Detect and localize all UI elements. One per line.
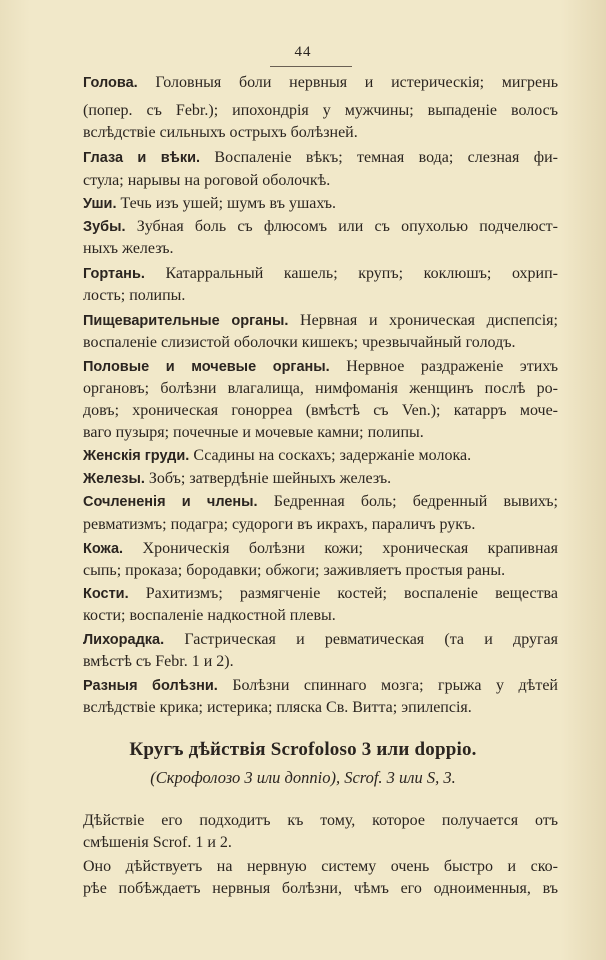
entry-joints-line-1: Сочлененія и члены. Бедренная боль; бедренный вывихъ; [83, 493, 558, 510]
entry-ears-line-1: Уши. Течь изъ ушей; шумъ въ ушахъ. [83, 195, 337, 212]
paragraph-2-line-2: рѣе побѣждаетъ нервныя болѣзни, чѣмъ его одноименныя, въ [83, 880, 558, 897]
entry-teeth-line-2: ныхъ железъ. [83, 240, 174, 257]
paragraph-2-line-1: Оно дѣйствуетъ на нервную систему очень быстро и ско- [83, 858, 558, 875]
entry-digestive-line-2: воспаленіе слизистой оболочки кишекъ; чрезвычайный голодъ. [83, 334, 516, 351]
entry-fever-line-1: Лихорадка. Гастрическая и ревматическая (та и другая [83, 631, 559, 648]
entry-head-line-1: Голова. Головныя боли нервныя и истерическія; мигрень [83, 74, 559, 91]
entry-teeth-line-1: Зубы. Зубная боль съ флюсомъ или съ опухолью подчелюст- [83, 218, 558, 235]
entry-skin-line-1: Кожа. Хроническія болѣзни кожи; хроническая крапивная [83, 540, 559, 557]
entry-skin-line-2: сыпь; проказа; бородавки; обжоги; заживляетъ простыя раны. [83, 562, 506, 579]
entry-larynx-line-1: Гортань. Катарральный кашель; крупъ; коклюшъ; охрип- [83, 265, 558, 282]
entry-eyes-line-2: стула; нарывы на роговой оболочкѣ. [83, 172, 331, 189]
page-number-rule [270, 66, 352, 67]
entry-bones-line-1: Кости. Рахитизмъ; размягченіе костей; воспаленіе вещества [83, 585, 558, 602]
entry-eyes-line-1: Глаза и вѣки. Воспаленіе вѣкъ; темная вода; слезная фи- [83, 149, 558, 166]
entry-bones-line-2: кости; воспаленіе надкостной плевы. [83, 607, 336, 624]
page-number: 44 [294, 44, 312, 60]
paragraph-1-line-1: Дѣйствіе его подходитъ къ тому, которое получается отъ [83, 812, 558, 829]
entry-misc-line-2: вслѣдствіе крика; истерика; пляска Св. Витта; эпилепсія. [83, 699, 472, 716]
entry-misc-line-1: Разныя болѣзни. Болѣзни спиннаго мозга; грыжа у дѣтей [83, 677, 558, 694]
entry-genital-line-4: ваго пузыря; почечные и мочевые камни; полипы. [83, 424, 424, 441]
section-subtitle: (Скрофолозо 3 или доппіо), Scrof. 3 или S, 3. [150, 768, 456, 787]
section-title: Кругъ дѣйствія Scrofoloso 3 или doppio. [129, 739, 477, 760]
entry-genital-line-2: органовъ; болѣзни влагалища, нимфоманія женщинъ послѣ ро- [83, 380, 558, 397]
entry-fever-line-2: вмѣстѣ съ Febr. 1 и 2). [83, 653, 234, 670]
entry-breasts-line-1: Женскія груди. Ссадины на соскахъ; задержаніе молока. [83, 447, 472, 464]
entry-genital-line-3: довъ; хроническая гонорреа (вмѣстѣ съ Ven.); катарръ моче- [83, 402, 558, 419]
entry-digestive-line-1: Пищеварительные органы. Нервная и хроническая диспепсія; [83, 312, 558, 329]
entry-genital-line-1: Половые и мочевые органы. Нервное раздраженіе этихъ [83, 358, 558, 375]
entry-head-line-2: (попер. съ Febr.); ипохондрія у мужчины; выпаденіе волосъ [83, 102, 558, 119]
paragraph-1-line-2: смѣшенія Scrof. 1 и 2. [83, 834, 232, 851]
entry-joints-line-2: ревматизмъ; подагра; судороги въ икрахъ, параличъ рукъ. [83, 516, 476, 533]
entry-larynx-line-2: лость; полипы. [83, 287, 186, 304]
entry-glands-line-1: Железы. Зобъ; затвердѣніе шейныхъ железъ. [83, 470, 392, 487]
entry-head-line-3: вслѣдствіе сильныхъ острыхъ болѣзней. [83, 124, 358, 141]
